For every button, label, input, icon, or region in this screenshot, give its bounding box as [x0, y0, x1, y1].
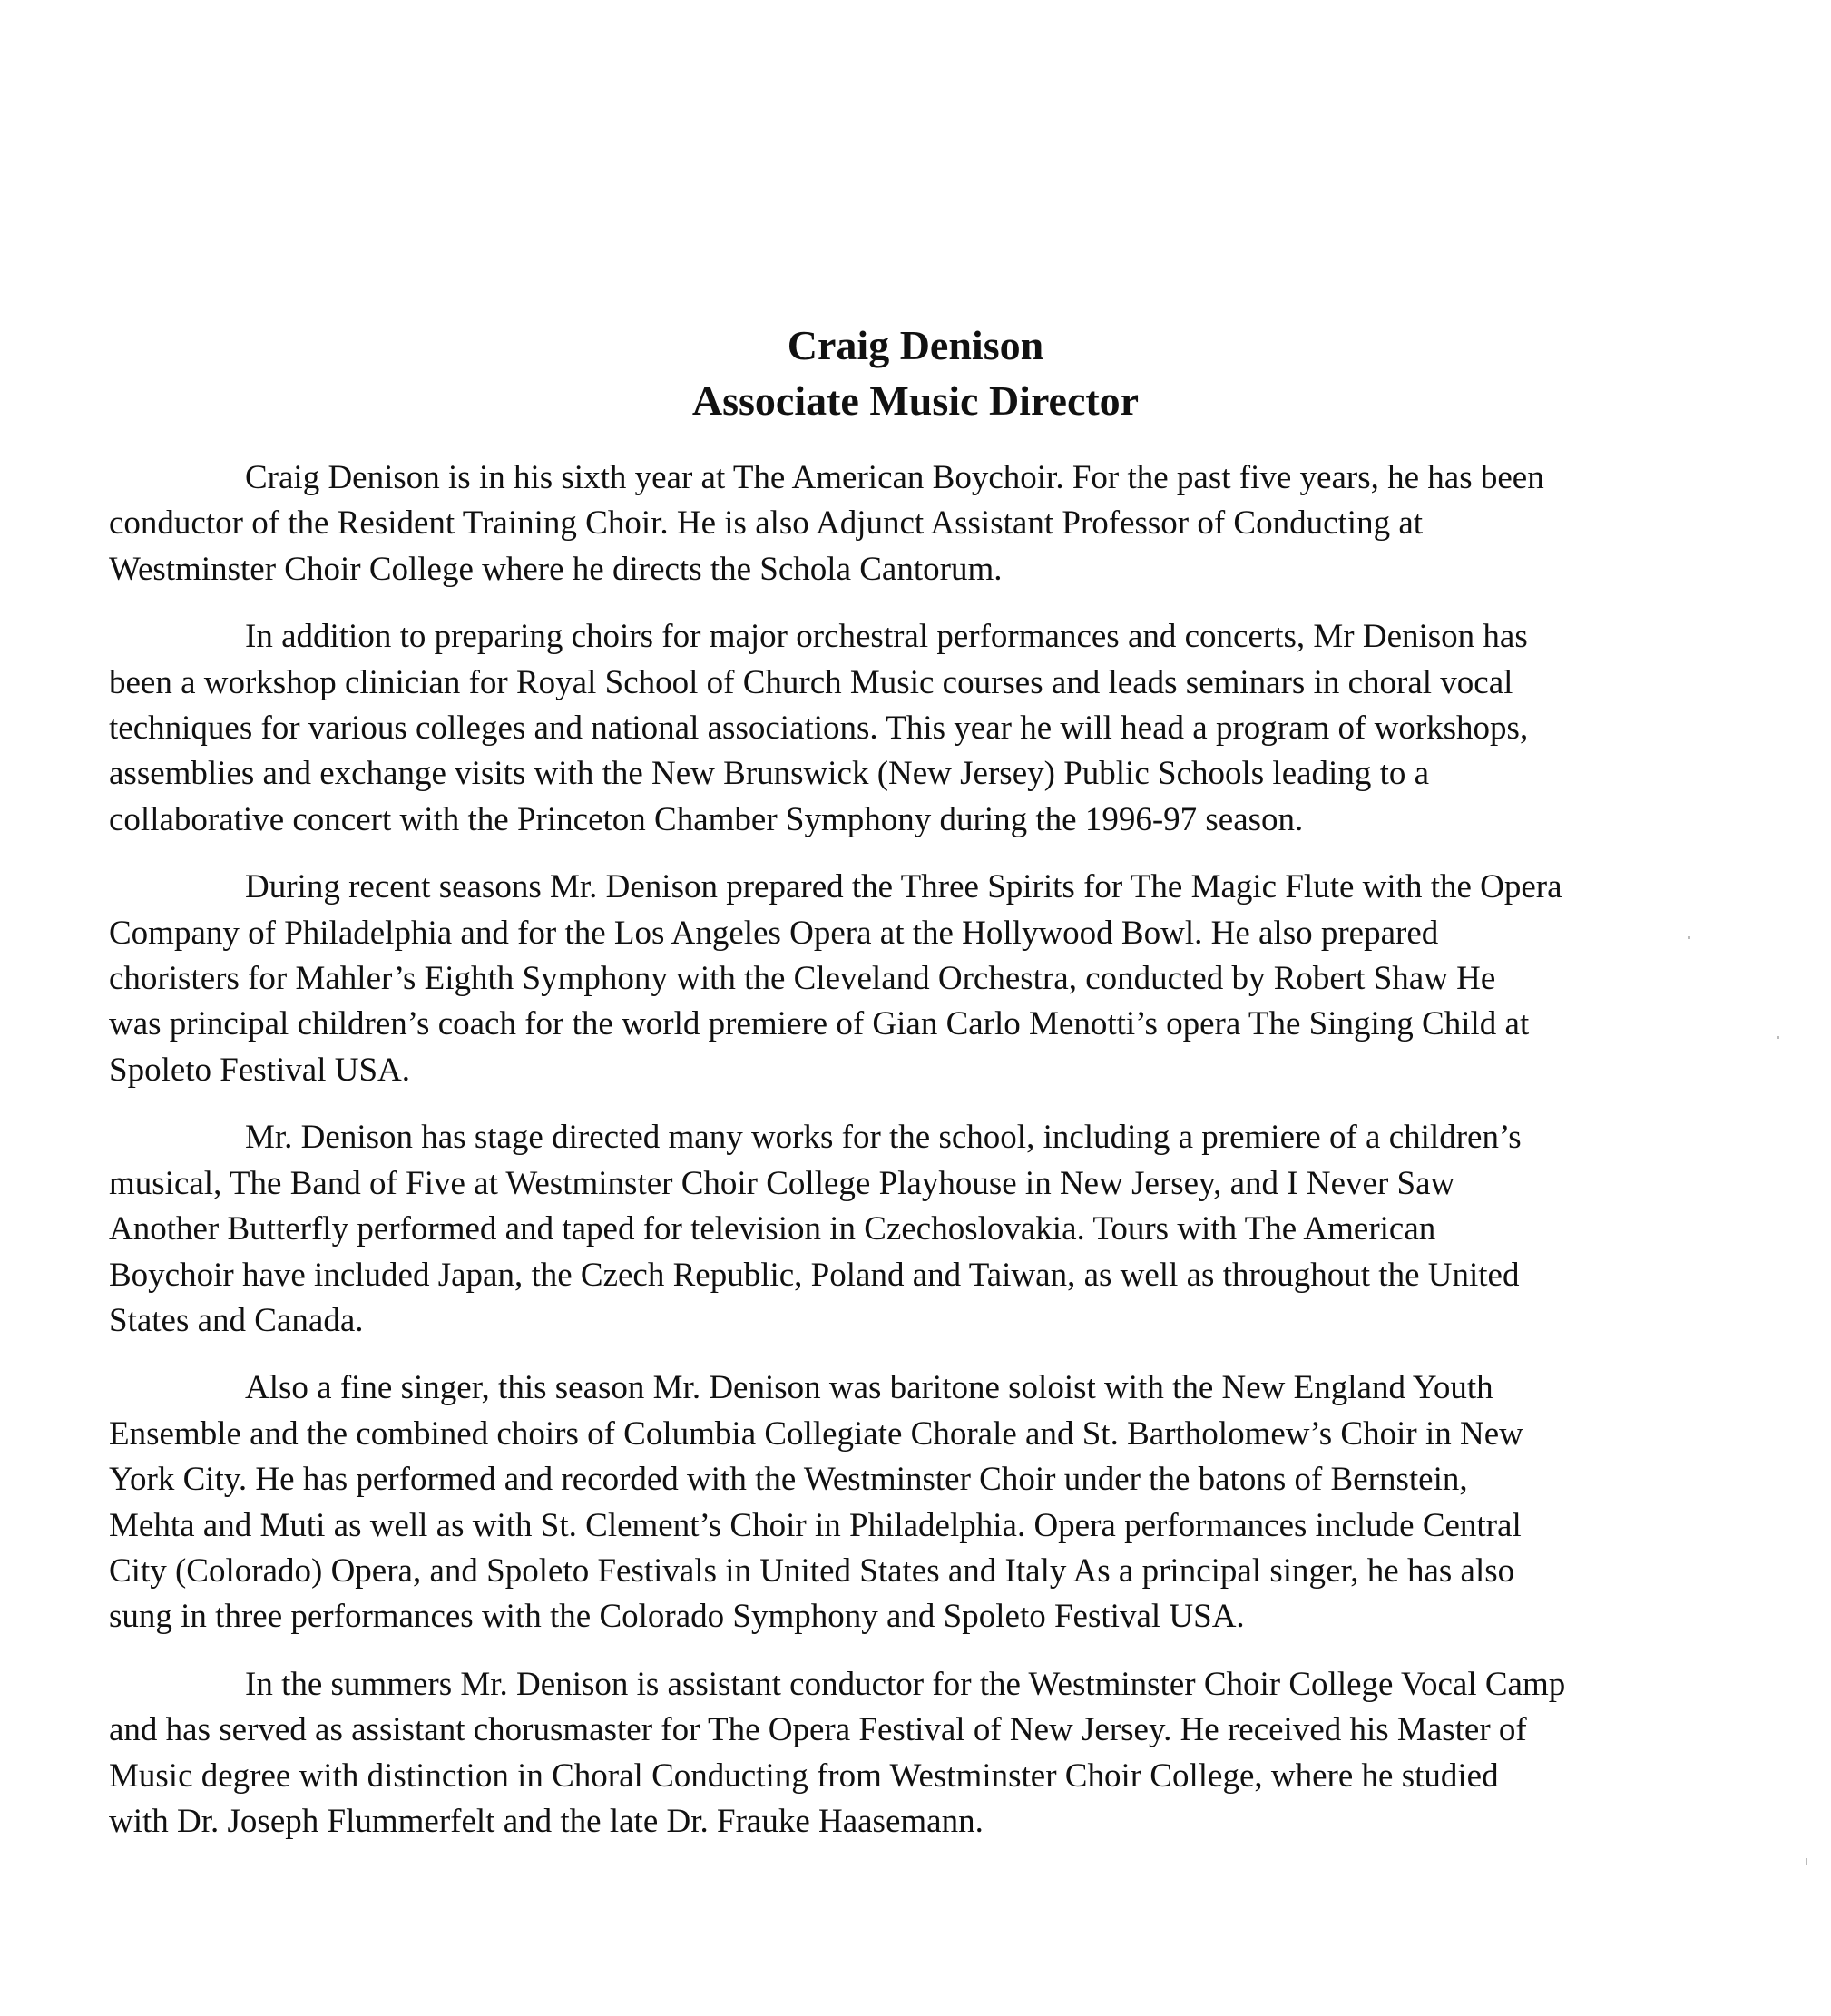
text-line: collaborative concert with the Princeton Chamber Symphony during the 1996-97 season. — [109, 800, 1304, 838]
paragraph-6 — [109, 1662, 1769, 1845]
text-line: Spoleto Festival USA. — [109, 1051, 410, 1089]
text-line: City (Colorado) Opera, and Spoleto Festivals in United States and Italy As a principal singer, he has also — [109, 1551, 1515, 1590]
text-line: musical, The Band of Five at Westminster Choir College Playhouse in New Jersey, and I Never Saw — [109, 1164, 1455, 1202]
text-line: choristers for Mahler’s Eighth Symphony with the Cleveland Orchestra, conducted by Robert Shaw He — [109, 960, 1496, 998]
text-line: York City. He has performed and recorded with the Westminster Choir under the batons of Bernstein, — [109, 1461, 1468, 1499]
text-line: and has served as assistant chorusmaster for The Opera Festival of New Jersey. He received his Master of — [109, 1711, 1527, 1749]
text-line: Mehta and Muti as well as with St. Clement’s Choir in Philadelphia. Opera performances include Central — [109, 1506, 1522, 1544]
text-line: with Dr. Joseph Flummerfelt and the late Dr. Frauke Haasemann. — [109, 1802, 984, 1840]
text-line: been a workshop clinician for Royal School of Church Music courses and leads seminars in choral vocal — [109, 663, 1513, 701]
text-line: assemblies and exchange visits with the New Brunswick (New Jersey) Public Schools leading to a — [109, 755, 1430, 793]
text-line: Craig Denison is in his sixth year at The American Boychoir. For the past five years, he has been — [245, 459, 1544, 496]
scan-speck — [1806, 1858, 1807, 1865]
document-heading — [0, 318, 1831, 428]
paragraph-5 — [109, 1365, 1769, 1639]
text-line: Music degree with distinction in Choral Conducting from Westminster Choir College, where he studied — [109, 1757, 1499, 1795]
text-line: was principal children’s coach for the world premiere of Gian Carlo Menotti’s opera The Singing Child at — [109, 1005, 1530, 1043]
text-line: Also a fine singer, this season Mr. Denison was baritone soloist with the New England Youth — [245, 1369, 1493, 1407]
scan-speck — [1688, 936, 1690, 939]
paragraph-3 — [109, 865, 1769, 1093]
text-line: Mr. Denison has stage directed many works for the school, including a premiere of a children’s — [245, 1119, 1522, 1157]
text-line: conductor of the Resident Training Choir. He is also Adjunct Assistant Professor of Conducting at — [109, 504, 1424, 543]
text-line: techniques for various colleges and national associations. This year he will head a program of workshops, — [109, 710, 1529, 748]
person-name: Craig Denison — [787, 322, 1044, 368]
text-line: States and Canada. — [109, 1301, 364, 1339]
paragraph-1 — [109, 455, 1769, 592]
text-line: Boychoir have included Japan, the Czech Republic, Poland and Taiwan, as well as throughout the United — [109, 1256, 1520, 1294]
person-title: Associate Music Director — [691, 377, 1140, 424]
text-line: Another Butterfly performed and taped for television in Czechoslovakia. Tours with The American — [109, 1210, 1436, 1248]
text-line: In addition to preparing choirs for major orchestral performances and concerts, Mr Denison has — [245, 618, 1528, 656]
scan-speck — [1777, 1036, 1779, 1039]
text-line: sung in three performances with the Colorado Symphony and Spoleto Festival USA. — [109, 1598, 1245, 1636]
paragraph-4 — [109, 1115, 1769, 1344]
text-line: Westminster Choir College where he directs the Schola Cantorum. — [109, 550, 1003, 588]
paragraph-2 — [109, 614, 1769, 843]
text-line: Company of Philadelphia and for the Los Angeles Opera at the Hollywood Bowl. He also prepared — [109, 914, 1439, 952]
text-line: In the summers Mr. Denison is assistant conductor for the Westminster Choir College Vocal Camp — [245, 1665, 1566, 1703]
biography-body — [109, 455, 1769, 1866]
text-line: During recent seasons Mr. Denison prepared the Three Spirits for The Magic Flute with the Opera — [245, 868, 1562, 906]
text-line: Ensemble and the combined choirs of Columbia Collegiate Chorale and St. Bartholomew’s Choir in New — [109, 1414, 1523, 1453]
